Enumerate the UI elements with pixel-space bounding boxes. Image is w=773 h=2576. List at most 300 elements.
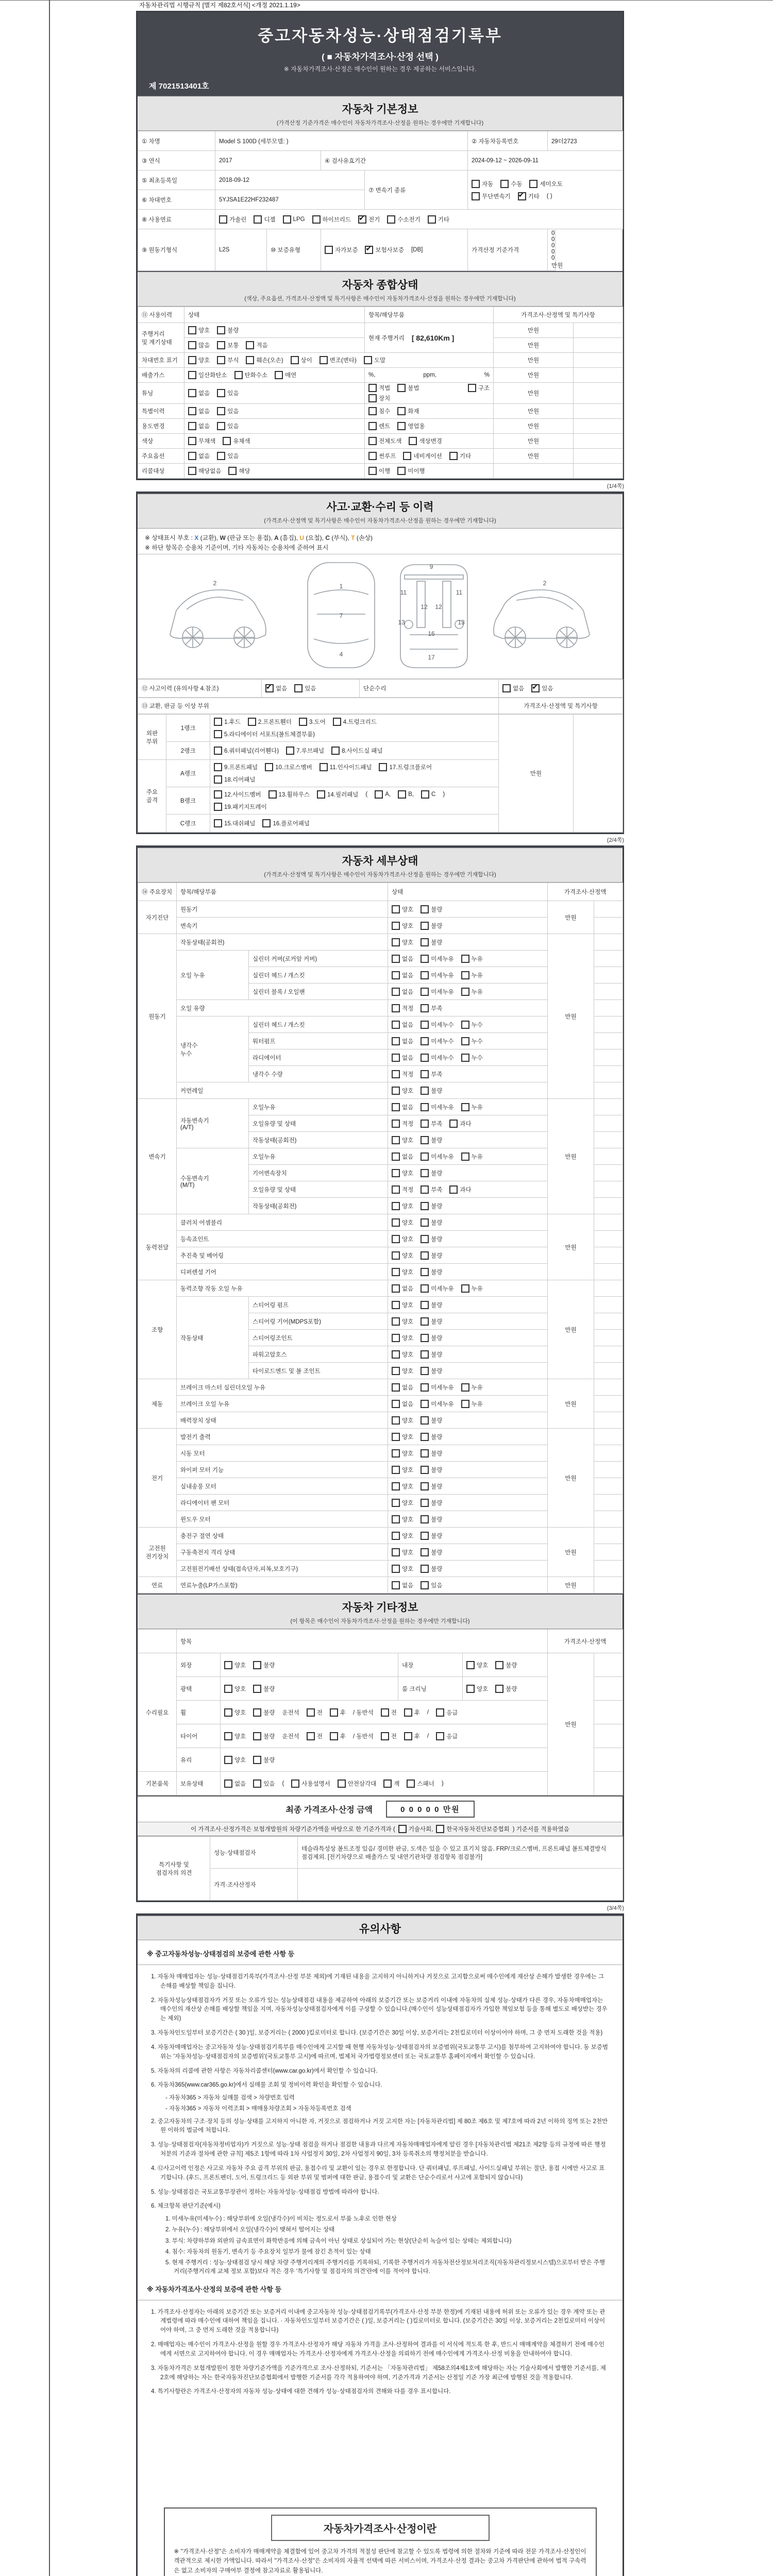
checkbox[interactable] (392, 1532, 400, 1540)
checkbox[interactable] (461, 955, 469, 963)
checkbox-option[interactable]: LPG (283, 215, 305, 224)
checkbox-option[interactable]: 유채색 (223, 437, 250, 445)
checkbox-option[interactable]: 누유 (461, 1103, 483, 1111)
checkbox-option[interactable]: 불법 (397, 384, 419, 392)
checkbox-option[interactable]: 양호 (392, 1301, 413, 1309)
checkbox-option[interactable]: 미세누수 (421, 1037, 453, 1045)
checkbox[interactable] (214, 763, 222, 771)
checked-checkbox[interactable] (265, 684, 274, 692)
checkbox-option[interactable]: 불량 (421, 1416, 442, 1425)
checkbox[interactable] (338, 1780, 346, 1788)
checkbox[interactable] (392, 1054, 400, 1062)
checkbox-option[interactable]: 양호 (392, 1482, 413, 1490)
checkbox[interactable] (392, 988, 400, 996)
checkbox[interactable] (421, 1383, 429, 1392)
checkbox[interactable] (421, 1136, 429, 1144)
checkbox[interactable] (392, 1317, 400, 1326)
checkbox[interactable] (217, 452, 225, 460)
checkbox[interactable] (421, 1499, 429, 1507)
checkbox-option[interactable]: 훼손(오손) (246, 356, 283, 364)
checkbox-option[interactable]: 양호 (392, 1350, 413, 1359)
checkbox[interactable] (449, 1185, 458, 1194)
checkbox-option[interactable]: ✔ 기타 (518, 192, 540, 200)
checkbox-option[interactable]: 기술사회, (398, 1825, 433, 1833)
checkbox-option[interactable]: 없음 (502, 684, 524, 692)
checkbox-option[interactable]: 한국자동차진단보증협회 (436, 1825, 509, 1833)
checkbox[interactable] (333, 718, 341, 726)
checkbox[interactable] (409, 437, 417, 445)
checkbox-option[interactable]: 14.필러패널 (317, 790, 358, 799)
checkbox-option[interactable]: 네비게이션 (403, 452, 442, 460)
checkbox-option[interactable]: 양호 (392, 1499, 413, 1507)
checkbox[interactable] (428, 215, 436, 224)
checkbox-option[interactable]: 없음 (188, 407, 210, 415)
checkbox-option[interactable]: 누유 (461, 988, 483, 996)
checkbox-option[interactable]: 무채색 (188, 437, 215, 445)
checkbox[interactable] (224, 1708, 232, 1717)
checkbox-option[interactable]: 불량 (253, 1708, 275, 1717)
checkbox-option[interactable]: ✔ 전기 (358, 215, 380, 224)
checkbox-option[interactable]: 후 (404, 1732, 420, 1740)
checkbox-option[interactable]: 수소전기 (387, 215, 420, 224)
checkbox-option[interactable]: 양호 (466, 1661, 488, 1669)
checkbox-option[interactable]: 불량 (253, 1756, 275, 1764)
checkbox-option[interactable]: 없음 (188, 389, 210, 397)
checkbox[interactable] (320, 356, 328, 364)
checkbox-option[interactable]: 양호 (392, 1202, 413, 1210)
checkbox[interactable] (398, 790, 406, 799)
checkbox-option[interactable]: 11.인사이드패널 (320, 763, 372, 771)
checkbox-option[interactable]: 양호 (392, 905, 413, 913)
checkbox-option[interactable]: 있음 (217, 389, 239, 397)
checkbox[interactable] (307, 1708, 315, 1717)
checkbox[interactable] (224, 1685, 232, 1693)
checkbox[interactable] (265, 763, 273, 771)
checkbox[interactable] (217, 407, 225, 415)
checkbox[interactable] (461, 971, 469, 979)
checkbox-option[interactable]: 없음 (392, 1021, 413, 1029)
checkbox-option[interactable]: 6.쿼터패널(리어휀다) (214, 747, 279, 755)
checkbox[interactable] (368, 452, 377, 460)
checkbox[interactable] (368, 437, 377, 445)
checkbox[interactable] (188, 371, 196, 379)
checkbox[interactable] (421, 1251, 429, 1260)
checkbox[interactable] (224, 1780, 232, 1788)
checkbox[interactable] (421, 1581, 429, 1589)
checkbox-option[interactable]: 양호 (392, 1169, 413, 1177)
checkbox[interactable] (387, 215, 395, 224)
checkbox-option[interactable]: 적법 (368, 384, 390, 392)
checkbox-option[interactable]: B, (398, 790, 414, 799)
checkbox-option[interactable]: 불량 (495, 1661, 517, 1669)
checkbox[interactable] (421, 1268, 429, 1276)
checkbox[interactable] (472, 192, 480, 200)
checkbox[interactable] (381, 1708, 389, 1717)
checkbox-option[interactable]: 전체도색 (368, 437, 401, 445)
checkbox[interactable] (253, 1732, 261, 1740)
checkbox-option[interactable]: 없음 (392, 1103, 413, 1111)
checkbox[interactable] (253, 1685, 261, 1693)
checkbox[interactable] (495, 1685, 503, 1693)
checkbox[interactable] (330, 1732, 338, 1740)
checkbox-option[interactable]: 불량 (421, 1268, 442, 1276)
checkbox[interactable] (246, 341, 254, 349)
checkbox-option[interactable]: 미세누유 (421, 1400, 453, 1408)
checkbox-option[interactable]: 디젤 (254, 215, 275, 224)
checkbox-option[interactable]: 응급 (436, 1708, 458, 1717)
checkbox-option[interactable]: 불량 (421, 1367, 442, 1375)
checkbox[interactable] (392, 1383, 400, 1392)
checkbox[interactable] (421, 1087, 429, 1095)
checkbox-option[interactable]: ✔ 보험사보증 (365, 246, 404, 254)
checkbox[interactable] (325, 246, 333, 254)
checkbox-option[interactable]: 부식 (217, 356, 239, 364)
checkbox[interactable] (392, 1416, 400, 1425)
checkbox-option[interactable]: 양호 (188, 326, 210, 334)
checkbox[interactable] (379, 763, 387, 771)
checkbox-option[interactable]: 양호 (392, 1235, 413, 1243)
checkbox[interactable] (392, 1037, 400, 1045)
checkbox[interactable] (253, 1708, 261, 1717)
checkbox[interactable] (253, 1661, 261, 1669)
checkbox[interactable] (466, 1685, 475, 1693)
checkbox-option[interactable]: 없음 (392, 1037, 413, 1045)
checkbox[interactable] (392, 1251, 400, 1260)
checkbox[interactable] (392, 1070, 400, 1078)
checkbox[interactable] (449, 452, 458, 460)
checkbox-option[interactable]: 양호 (392, 1466, 413, 1474)
checkbox-option[interactable]: 없음 (392, 988, 413, 996)
checkbox-option[interactable]: 있음 (217, 452, 239, 460)
checkbox-option[interactable]: 7.루브패널 (286, 747, 324, 755)
checkbox-option[interactable]: 전 (307, 1708, 323, 1717)
checkbox[interactable] (407, 1780, 415, 1788)
checkbox[interactable] (188, 467, 196, 475)
checkbox-option[interactable]: 12.사이드멤버 (214, 790, 261, 799)
checkbox-option[interactable]: 미세누유 (421, 988, 453, 996)
checkbox-option[interactable]: 불량 (421, 1087, 442, 1095)
checkbox[interactable] (392, 1301, 400, 1309)
checkbox[interactable] (392, 1334, 400, 1342)
checkbox-option[interactable]: 불량 (421, 1235, 442, 1243)
checkbox[interactable] (291, 1780, 299, 1788)
checkbox-option[interactable]: 미세누유 (421, 1103, 453, 1111)
checkbox[interactable] (286, 747, 294, 755)
checkbox[interactable] (421, 1235, 429, 1243)
checkbox-option[interactable]: 색상변경 (409, 437, 442, 445)
checkbox[interactable] (214, 803, 222, 811)
checkbox[interactable] (421, 1070, 429, 1078)
checkbox-option[interactable]: A, (375, 790, 391, 799)
checkbox[interactable] (392, 955, 400, 963)
checkbox-option[interactable]: 일산화탄소 (188, 371, 227, 379)
checkbox[interactable] (421, 1284, 429, 1293)
checkbox[interactable] (397, 407, 406, 415)
checkbox[interactable] (421, 1449, 429, 1458)
checkbox[interactable] (188, 452, 196, 460)
checkbox-option[interactable]: 불량 (421, 1515, 442, 1523)
checkbox[interactable] (392, 1581, 400, 1589)
checkbox[interactable] (461, 1054, 469, 1062)
checkbox[interactable] (392, 1515, 400, 1523)
checkbox-option[interactable]: 16.플로어패널 (262, 819, 310, 827)
checked-checkbox[interactable] (358, 215, 366, 224)
checkbox-option[interactable]: 해당 (228, 467, 250, 475)
checkbox-option[interactable]: 불량 (421, 922, 442, 930)
checkbox-option[interactable]: 적정 (392, 1185, 413, 1194)
checkbox-option[interactable]: 누수 (461, 1021, 483, 1029)
checkbox[interactable] (214, 747, 222, 755)
checkbox-option[interactable]: 양호 (392, 1251, 413, 1260)
checkbox-option[interactable]: 사용설명서 (291, 1780, 330, 1788)
checkbox[interactable] (392, 1400, 400, 1408)
checkbox[interactable] (472, 180, 480, 188)
checkbox[interactable] (392, 1565, 400, 1573)
checkbox-option[interactable]: 양호 (392, 1218, 413, 1227)
checkbox[interactable] (392, 1218, 400, 1227)
checkbox-option[interactable]: 있음 (217, 407, 239, 415)
checkbox-option[interactable]: 전 (381, 1732, 397, 1740)
checkbox-option[interactable]: 양호 (392, 1087, 413, 1095)
checkbox[interactable] (188, 422, 196, 430)
checkbox[interactable] (392, 1103, 400, 1111)
checkbox-option[interactable]: 불량 (421, 1466, 442, 1474)
checkbox-option[interactable]: 19.패키지트레이 (214, 803, 267, 811)
checkbox-option[interactable]: 없음 (392, 1581, 413, 1589)
checkbox-option[interactable]: 누유 (461, 1284, 483, 1293)
checkbox[interactable] (421, 938, 429, 946)
checkbox-option[interactable]: 불량 (421, 1548, 442, 1556)
checkbox-option[interactable]: 불량 (421, 1317, 442, 1326)
checkbox[interactable] (268, 790, 277, 799)
checkbox[interactable] (246, 356, 254, 364)
checkbox[interactable] (188, 437, 196, 445)
checkbox-option[interactable]: 3.도어 (299, 718, 326, 726)
checkbox[interactable] (392, 1021, 400, 1029)
checkbox[interactable] (500, 180, 509, 188)
checkbox-option[interactable]: 없음 (392, 1284, 413, 1293)
checkbox-option[interactable]: 보통 (217, 341, 239, 349)
checkbox-option[interactable]: 있음 (217, 422, 239, 430)
checkbox[interactable] (449, 1120, 458, 1128)
checkbox[interactable] (529, 180, 537, 188)
checkbox[interactable] (421, 1169, 429, 1177)
checkbox-option[interactable]: 미세누유 (421, 955, 453, 963)
checkbox-option[interactable]: 양호 (466, 1685, 488, 1693)
checkbox[interactable] (421, 1548, 429, 1556)
checkbox[interactable] (392, 1449, 400, 1458)
checkbox[interactable] (214, 730, 222, 738)
checkbox-option[interactable]: 5.라디에이터 서포트(볼트체결부품) (214, 730, 315, 738)
checkbox-option[interactable]: 도말 (364, 356, 385, 364)
checkbox[interactable] (421, 790, 429, 799)
checkbox-option[interactable]: 침수 (368, 407, 390, 415)
checkbox-option[interactable]: 불량 (421, 1532, 442, 1540)
checkbox-option[interactable]: 해당없음 (188, 467, 221, 475)
checkbox[interactable] (421, 988, 429, 996)
checkbox-option[interactable]: 렌트 (368, 422, 390, 430)
checkbox-option[interactable]: 세미오토 (529, 180, 562, 188)
checkbox[interactable] (330, 1708, 338, 1717)
checkbox-option[interactable]: 변조(변타) (320, 356, 357, 364)
checkbox-option[interactable]: C (421, 790, 435, 799)
checkbox-option[interactable]: 10.크로스멤버 (265, 763, 312, 771)
checkbox-option[interactable]: 없음 (392, 1383, 413, 1392)
checkbox[interactable] (392, 1185, 400, 1194)
checkbox-option[interactable]: 무단변속기 (472, 192, 511, 200)
checkbox-option[interactable]: 양호 (392, 1334, 413, 1342)
checkbox-option[interactable]: 불량 (495, 1685, 517, 1693)
checkbox-option[interactable]: 양호 (392, 1268, 413, 1276)
checkbox[interactable] (421, 955, 429, 963)
checkbox[interactable] (436, 1732, 444, 1740)
checkbox-option[interactable]: 잭 (383, 1780, 399, 1788)
checkbox[interactable] (392, 1466, 400, 1474)
checkbox[interactable] (421, 1466, 429, 1474)
checkbox[interactable] (461, 1400, 469, 1408)
checkbox-option[interactable]: 불량 (253, 1732, 275, 1740)
checkbox[interactable] (248, 718, 256, 726)
checkbox[interactable] (188, 326, 196, 334)
checkbox-option[interactable]: 부족 (421, 1004, 442, 1012)
checkbox[interactable] (392, 1004, 400, 1012)
checkbox-option[interactable]: 없음 (188, 452, 210, 460)
checkbox-option[interactable]: 미세누유 (421, 1383, 453, 1392)
checkbox-option[interactable]: ✔ 없음 (265, 684, 287, 692)
checkbox-option[interactable]: 있음 (421, 1581, 442, 1589)
checkbox-option[interactable]: 불량 (421, 1449, 442, 1458)
checkbox[interactable] (421, 1482, 429, 1490)
checkbox-option[interactable]: 불량 (253, 1661, 275, 1669)
checkbox[interactable] (421, 1054, 429, 1062)
checkbox[interactable] (392, 1153, 400, 1161)
checkbox-option[interactable]: 적정 (392, 1120, 413, 1128)
checkbox-option[interactable]: 미세누유 (421, 971, 453, 979)
checkbox[interactable] (224, 1661, 232, 1669)
checkbox[interactable] (421, 1433, 429, 1441)
checkbox-option[interactable]: 누수 (461, 1037, 483, 1045)
checkbox-option[interactable]: 없음 (392, 955, 413, 963)
checkbox-option[interactable]: 전 (381, 1708, 397, 1717)
checkbox[interactable] (461, 1103, 469, 1111)
checkbox[interactable] (421, 1515, 429, 1523)
checkbox-option[interactable]: 과다 (449, 1185, 471, 1194)
checkbox[interactable] (254, 215, 262, 224)
checkbox-option[interactable]: 양호 (224, 1732, 246, 1740)
checkbox-option[interactable]: 없음 (392, 1054, 413, 1062)
checkbox[interactable] (461, 1284, 469, 1293)
checkbox-option[interactable]: 스패너 (407, 1780, 434, 1788)
checked-checkbox[interactable] (365, 246, 373, 254)
checkbox[interactable] (188, 341, 196, 349)
checkbox-option[interactable]: 없음 (188, 422, 210, 430)
checkbox[interactable] (392, 1548, 400, 1556)
checkbox[interactable] (392, 1499, 400, 1507)
checkbox-option[interactable]: 양호 (392, 1416, 413, 1425)
checkbox-option[interactable]: 불량 (421, 1499, 442, 1507)
checkbox-option[interactable]: 양호 (392, 1565, 413, 1573)
checkbox-option[interactable]: 하이브리드 (312, 215, 351, 224)
checkbox-option[interactable]: 불량 (421, 1136, 442, 1144)
checkbox[interactable] (461, 1153, 469, 1161)
checkbox-option[interactable]: 없음 (392, 1153, 413, 1161)
checkbox[interactable] (421, 1021, 429, 1029)
checkbox-option[interactable]: 자동 (472, 180, 493, 188)
checkbox-option[interactable]: 없음 (392, 1400, 413, 1408)
checkbox[interactable] (217, 389, 225, 397)
checkbox[interactable] (392, 1268, 400, 1276)
checkbox-option[interactable]: 미세누수 (421, 1021, 453, 1029)
checkbox[interactable] (392, 1235, 400, 1243)
checkbox[interactable] (214, 775, 222, 784)
checkbox-option[interactable]: 썬루프 (368, 452, 396, 460)
checkbox[interactable] (421, 1532, 429, 1540)
checkbox-option[interactable]: 미세누유 (421, 1153, 453, 1161)
checkbox[interactable] (495, 1661, 503, 1669)
checkbox[interactable] (234, 371, 243, 379)
checkbox-option[interactable]: 안전삼각대 (338, 1780, 377, 1788)
checkbox-option[interactable]: 양호 (392, 938, 413, 946)
checkbox-option[interactable]: 2.프론트휀더 (248, 718, 292, 726)
checkbox[interactable] (217, 326, 225, 334)
checkbox[interactable] (223, 437, 231, 445)
checkbox[interactable] (421, 1004, 429, 1012)
checkbox[interactable] (392, 1087, 400, 1095)
checkbox-option[interactable]: 불량 (421, 1169, 442, 1177)
checkbox[interactable] (404, 1708, 412, 1717)
checkbox-option[interactable]: 양호 (392, 922, 413, 930)
checkbox[interactable] (421, 1120, 429, 1128)
checkbox[interactable] (214, 718, 222, 726)
checkbox[interactable] (217, 341, 225, 349)
checkbox-option[interactable]: 양호 (188, 356, 210, 364)
checkbox[interactable] (392, 1350, 400, 1359)
checkbox-option[interactable]: 18.리어패널 (214, 775, 255, 784)
checked-checkbox[interactable] (518, 192, 526, 200)
checkbox-option[interactable]: 있음 (253, 1780, 275, 1788)
checkbox-option[interactable]: 기타 (428, 215, 449, 224)
checkbox-option[interactable]: 불량 (421, 1482, 442, 1490)
checkbox-option[interactable]: 장치 (368, 394, 390, 402)
checkbox[interactable] (299, 718, 307, 726)
checkbox[interactable] (307, 1732, 315, 1740)
checkbox[interactable] (421, 1218, 429, 1227)
checkbox-option[interactable]: 이행 (368, 467, 390, 475)
checkbox[interactable] (421, 905, 429, 913)
checkbox-option[interactable]: 구조 (468, 384, 490, 392)
checkbox[interactable] (262, 819, 271, 827)
checkbox-option[interactable]: 있음 (294, 684, 316, 692)
checkbox[interactable] (461, 988, 469, 996)
checkbox-option[interactable]: 불량 (421, 1251, 442, 1260)
checkbox-option[interactable]: 누유 (461, 971, 483, 979)
checkbox[interactable] (392, 1202, 400, 1210)
checkbox-option[interactable]: 양호 (224, 1685, 246, 1693)
checkbox[interactable] (368, 407, 377, 415)
checkbox[interactable] (468, 384, 476, 392)
checkbox[interactable] (392, 938, 400, 946)
checkbox-option[interactable]: 불량 (421, 1433, 442, 1441)
checkbox-option[interactable]: 적정 (392, 1004, 413, 1012)
checkbox-option[interactable]: 4.트렁크리드 (333, 718, 377, 726)
checkbox-option[interactable]: 미이행 (397, 467, 425, 475)
checkbox-option[interactable]: 적음 (246, 341, 267, 349)
checkbox-option[interactable]: 15.대쉬패널 (214, 819, 255, 827)
checkbox[interactable] (421, 1185, 429, 1194)
checkbox-option[interactable]: 부족 (421, 1070, 442, 1078)
checkbox-option[interactable]: 매연 (275, 371, 296, 379)
checkbox-option[interactable]: 양호 (392, 1515, 413, 1523)
